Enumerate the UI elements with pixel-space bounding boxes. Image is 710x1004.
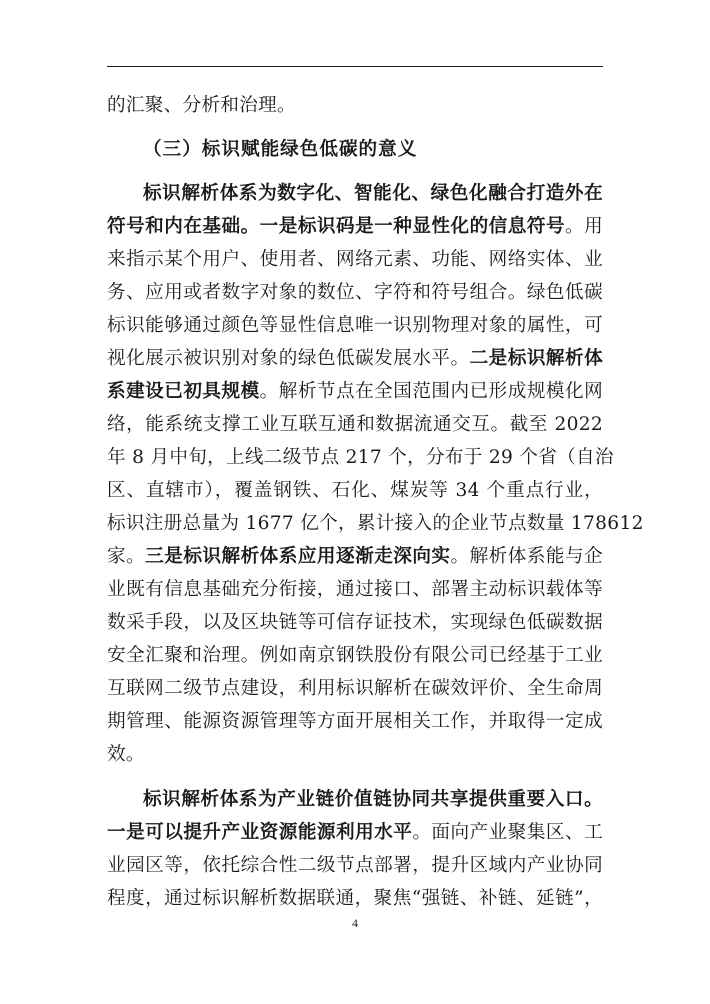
para1-line-16 [107, 677, 603, 701]
header-rule [107, 66, 603, 67]
section-heading: （三）标识赋能绿色低碳的意义 [143, 139, 418, 160]
para1-line-7 [107, 380, 603, 404]
para1-line-5-text: 标识能够通过颜色等显性信息唯一识别物理对象的属性，可 [107, 315, 603, 336]
para1-line-12-text-b: 。解析体系能与企 [450, 546, 603, 567]
para1-line-7-bold: 系建设已初具规模 [107, 381, 260, 402]
para2-line-1: 标识解析体系为产业链价值链协同共享提供重要入口。 [143, 789, 603, 810]
para1-line-3-text: 来指示某个用户、使用者、网络元素、功能、网络实体、业 [107, 249, 603, 270]
para1-line-5 [107, 314, 603, 338]
para1-line-11-text: 标识注册总量为 1677 亿个，累计接入的企业节点数量 178612 [107, 513, 644, 534]
para1-line-14-text: 数采手段，以及区块链等可信存证技术，实现绿色低碳数据 [107, 612, 603, 633]
para1-line-12-bold: 三是标识解析体系应用逐渐走深向实 [145, 546, 451, 567]
intro-line: 的汇聚、分析和治理。 [107, 95, 296, 116]
para1-line-2-text: 。用 [565, 216, 603, 237]
para1-line-14 [107, 611, 603, 635]
para1-line-9 [107, 446, 614, 470]
para1-line-10-text: 区、直辖市），覆盖钢铁、石化、煤炭等 34 个重点行业， [107, 480, 603, 501]
para1-line-12-text-a: 家。 [107, 546, 146, 567]
para1-line-4-text: 务、应用或者数字对象的数位、字符和符号组合。绿色低碳 [107, 282, 603, 303]
para1-line-1-text: 标识解析体系为数字化、智能化、绿色化融合打造外在 [143, 183, 603, 204]
para1-line-10 [107, 479, 603, 503]
para2-line-2-text: 。面向产业聚集区、工 [412, 822, 603, 843]
para1-line-15 [107, 644, 603, 668]
para2-line-2 [107, 821, 603, 845]
para1-line-12 [107, 545, 603, 569]
para2-line-3: 业园区等，依托综合性二级节点部署，提升区域内产业协同 [107, 855, 603, 876]
para1-line-4 [107, 281, 603, 305]
para1-line-2-bold-b: 一是标识码是一种显性化的信息符号 [259, 216, 566, 237]
para1-line-7-text: 。解析节点在全国范围内已形成规模化网 [259, 381, 603, 402]
para1-line-6-bold: 二是标识解析体 [469, 348, 603, 369]
para1-line-15-text: 安全汇聚和治理。例如南京钢铁股份有限公司已经基于工业 [107, 645, 603, 666]
para1-line-18-text: 效。 [107, 744, 145, 765]
para1-line-13 [107, 578, 603, 602]
para1-line-11 [107, 512, 644, 536]
para1-line-3 [107, 248, 603, 272]
para1-line-17 [107, 710, 603, 734]
para1-line-18 [107, 743, 603, 767]
para1-line-9-text: 年 8 月中旬，上线二级节点 217 个，分布于 29 个省（自治 [107, 447, 614, 468]
para1-line-2-bold-a: 符号和内在基础。 [107, 216, 260, 237]
para2-line-2-bold: 一是可以提升产业资源能源利用水平 [107, 822, 413, 843]
para1-line-6 [107, 347, 603, 371]
para1-line-6-text: 视化展示被识别对象的绿色低碳发展水平。 [107, 348, 470, 369]
para1-line-17-text: 期管理、能源资源管理等方面开展相关工作，并取得一定成 [107, 711, 603, 732]
para1-line-13-text: 业既有信息基础充分衔接，通过接口、部署主动标识载体等 [107, 579, 603, 600]
para1-line-8 [107, 413, 603, 437]
para2-line-4: 程度，通过标识解析数据联通，聚焦“强链、补链、延链”， [107, 888, 603, 909]
para1-line-2 [107, 215, 603, 239]
page-number: 4 [352, 916, 358, 930]
para1-line-8-text: 络，能系统支撑工业互联互通和数据流通交互。截至 2022 [107, 414, 603, 435]
para1-line-1 [143, 182, 603, 206]
para1-line-16-text: 互联网二级节点建设，利用标识解析在碳效评价、全生命周 [107, 678, 603, 699]
